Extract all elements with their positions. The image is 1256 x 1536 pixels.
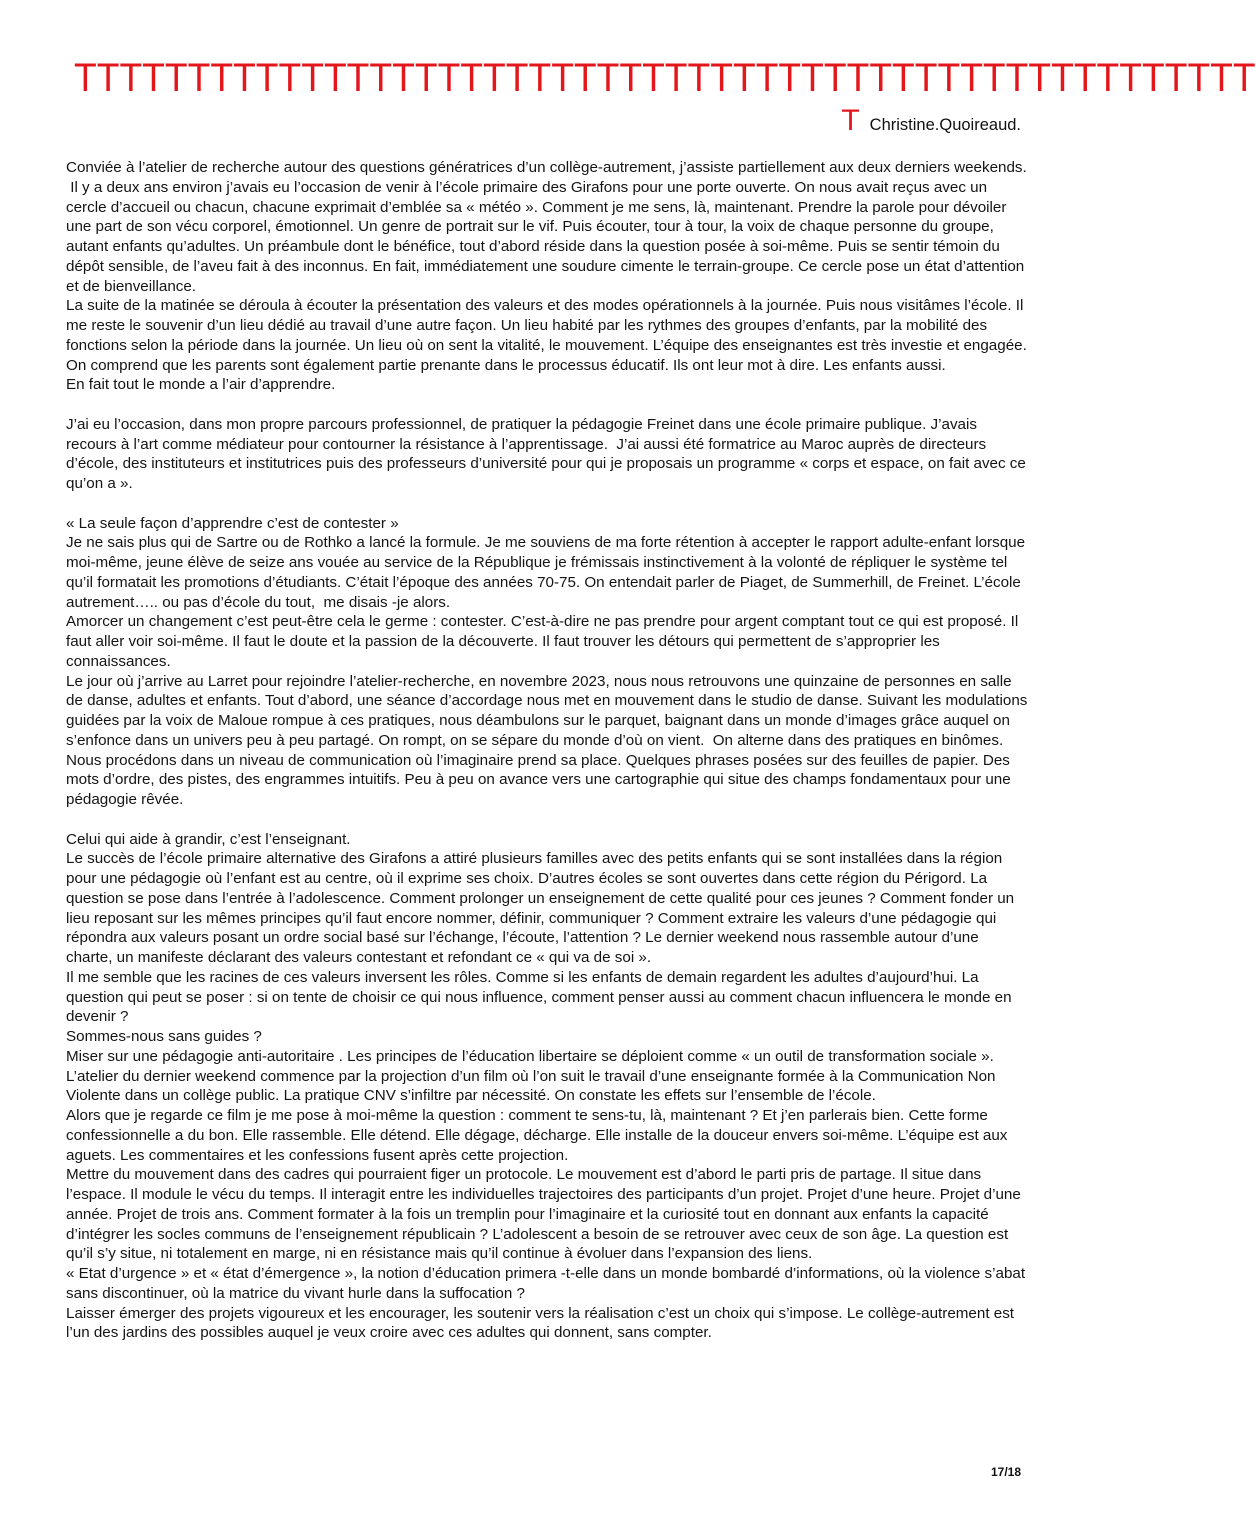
paragraph: « La seule façon d’apprendre c’est de contester » [66, 514, 399, 532]
paragraph-spacer [66, 395, 1028, 415]
paragraph-spacer [66, 494, 1028, 514]
paragraph: Je ne sais plus qui de Sartre ou de Rothko a lancé la formule. Je me souviens de ma forte rétention à accepter le rapport adulte-enfant lorsque moi-même, jeune élève de seize ans vouée au service de la République je frémissais instinctivement à la volonté de répliquer le système tel qu’il formatait les promotions d’étudiants. C’était l’époque des années 70-75. On entendait parler de Piaget, de Summerhill, de Freinet. L’école autrement….. ou pas d’école du tout, me disais -je alors. [66, 534, 1030, 611]
paragraph: Amorcer un changement c’est peut-être cela le germe : contester. C’est-à-dire ne pas prendre pour argent comptant tout ce qui est proposé. Il faut aller voir soi-même. Il faut le doute et la passion de la découverte. Il faut trouver les détours qui permettent de s’approprier les connaissances. [66, 613, 1023, 670]
paragraph: La suite de la matinée se déroula à écouter la présentation des valeurs et des modes opérationnels à la journée. Puis nous visitâmes l’école. Il me reste le souvenir d’un lieu dédié au travail d’une autre façon. Un lieu habité par les rythmes des groupes d’enfants, par la mobilité des fonctions selon la période dans la journée. Un lieu où on sent la vitalité, le mouvement. L’équipe des enseignantes est très investie et engagée. On comprend que les parents sont également partie prenante dans le processus éducatif. Ils ont leur mot à dire. Les enfants aussi. [66, 297, 1032, 374]
paragraph: Mettre du mouvement dans des cadres qui pourraient figer un protocole. Le mouvement est d’abord le parti pris de partage. Il situe dans l’espace. Il module le vécu du temps. Il interagit entre les individuelles trajectoires des participants d’un projet. Projet d’une heure. Projet d’une année. Projet de trois ans. Comment formater à la fois un tremplin pour l’imaginaire et la curiosité tout en donnant aux enfants la capacité d’intégrer les socles communs de l’enseignement républicain ? L’adolescent a besoin de se retrouver avec ceux de son âge. La question est qu’il s’y situe, ni totalement en marge, ni en résistance mais qu’il continue à évoluer dans l’expansion des liens. [66, 1166, 1026, 1263]
author-line [841, 106, 1021, 136]
paragraph: Il me semble que les racines de ces valeurs inversent les rôles. Comme si les enfants de demain regardent les adultes d’aujourd’hui. La question qui peut se poser : si on tente de choisir ce qui nous influence, comment penser aussi au comment chacun influencera le monde en devenir ? [66, 968, 1016, 1026]
paragraph: Le jour où j’arrive au Larret pour rejoindre l’atelier-recherche, en novembre 2023, nous nous retrouvons une quinzaine de personnes en salle de danse, adultes et enfants. Tout d’abord, une séance d’accordage nous met en mouvement dans le studio de danse. Suivant les modulations guidées par la voix de Maloue rompue à ces pratiques, nous déambulons sur le parquet, baignant dans un monde d’images grâce auquel on s’enfonce dans un univers peu à peu partagé. On rompt, on se sépare du monde d’où on vient. On alterne dans des pratiques en binômes. Nous procédons dans un niveau de communication où l’imaginaire prend sa place. Quelques phrases posées sur des feuilles de papier. Des mots d’ordre, des pistes, des engrammes intuitifs. Peu à peu on avance vers une cartographie qui situe des champs fondamentaux pour une pédagogie rêvée. [66, 672, 1032, 808]
paragraph: Le succès de l’école primaire alternative des Girafons a attiré plusieurs familles avec des petits enfants qui se sont installées dans la région pour une pédagogie où l’enfant est au centre, où il exprime ses choix. D’autres écoles se sont ouvertes dans cette région du Périgord. La question se pose dans l’entrée à l’adolescence. Comment prolonger un enseignement de cette qualité pour ces jeunes ? Comment fonder un lieu reposant sur les mêmes principes qu’il faut encore nommer, définir, communiquer ? Comment extraire les valeurs d’une pédagogie qui répondra aux valeurs posant un ordre social basé sur l’échange, l’écoute, l’attention ? Le dernier weekend nous rassemble autour d’une charte, un manifeste déclarant des valeurs contestant et refondant ce « qui va de soi ». [66, 850, 1019, 966]
paragraph: Sommes-nous sans guides ? [66, 1028, 262, 1045]
article-body [66, 158, 1032, 1343]
paragraph: Miser sur une pédagogie anti-autoritaire . Les principes de l’éducation libertaire se déploient comme « un outil de transformation sociale ». L’atelier du dernier weekend commence par la projection d’un film où l’on suit le travail d’une enseignante formée à la Communication Non Violente dans un collège public. La pratique CNV s’infiltre par nécessité. On constate les effets sur l’ensemble de l’école. [66, 1047, 1000, 1105]
paragraph-spacer [66, 810, 1028, 830]
paragraph: J’ai eu l’occasion, dans mon propre parcours professionnel, de pratiquer la pédagogie Freinet dans une école primaire publique. J’avais recours à l’art comme médiateur pour contourner la résistance à l’apprentissage. J’ai aussi été formatrice au Maroc auprès de directeurs d’école, des instituteurs et institutrices puis des professeurs d’université pour qui je proposais un programme « corps et espace, on fait avec ce qu’on a ». [66, 415, 1031, 492]
author-name: Christine.Quoireaud. [869, 116, 1021, 134]
paragraph: « Etat d’urgence » et « état d’émergence », la notion d’éducation primera -t-elle dans un monde bombardé d’informations, où la violence s’abat sans discontinuer, où la matrice du vivant hurle dans la suffocation ? [66, 1265, 1030, 1302]
decorative-t-row: TTTTTTTTTTTTTTTTTTTTTTTTTTTTTTTTTTTTTTTTTTTTTTTTTTTT [74, 56, 1256, 100]
paragraph: Il y a deux ans environ j’avais eu l’occasion de venir à l’école primaire des Girafons pour une porte ouverte. On nous avait reçus avec un cercle d’accueil ou chacun, chacune exprimait d’emblée sa « météo ». Comment je me sens, là, maintenant. Prendre la parole pour dévoiler une part de son vécu corporel, émotionnel. Un genre de portrait sur le vif. Puis écouter, tour à tour, la voix de chaque personne du groupe, autant enfants qu’adultes. Un préambule dont le bénéfice, tout d’abord réside dans la question posée à soi-même. Puis se sentir témoin du dépôt sensible, de l’aveu fait à des inconnus. En fait, immédiatement une soudure cimente le terrain-groupe. Ce cercle pose un état d’attention et de bienveillance. [66, 178, 1029, 295]
page-number: 17/18 [990, 1465, 1021, 1479]
paragraph: Celui qui aide à grandir, c’est l’enseignant. [66, 830, 351, 848]
paragraph: Laisser émerger des projets vigoureux et les encourager, les soutenir vers la réalisation c’est un choix qui s’impose. Le collège-autrement est l’un des jardins des possibles auquel je veux croire avec ces adultes qui donnent, sans compter. [66, 1304, 1019, 1342]
paragraph: En fait tout le monde a l’air d’apprendre. [66, 376, 336, 394]
decorative-t-letter: T [841, 104, 860, 137]
paragraph: Alors que je regarde ce film je me pose à moi-même la question : comment te sens-tu, là, maintenant ? Et j’en parlerais bien. Cette forme confessionnelle a du bon. Elle rassemble. Elle détend. Elle dégage, décharge. Elle installe de la douceur envers soi-même. L’équipe est aux aguets. Les commentaires et les confessions fusent après cette projection. [66, 1107, 1012, 1164]
paragraph: Conviée à l’atelier de recherche autour des questions génératrices d’un collège-autrement, j’assiste partiellement aux deux derniers weekends. [66, 159, 1027, 176]
